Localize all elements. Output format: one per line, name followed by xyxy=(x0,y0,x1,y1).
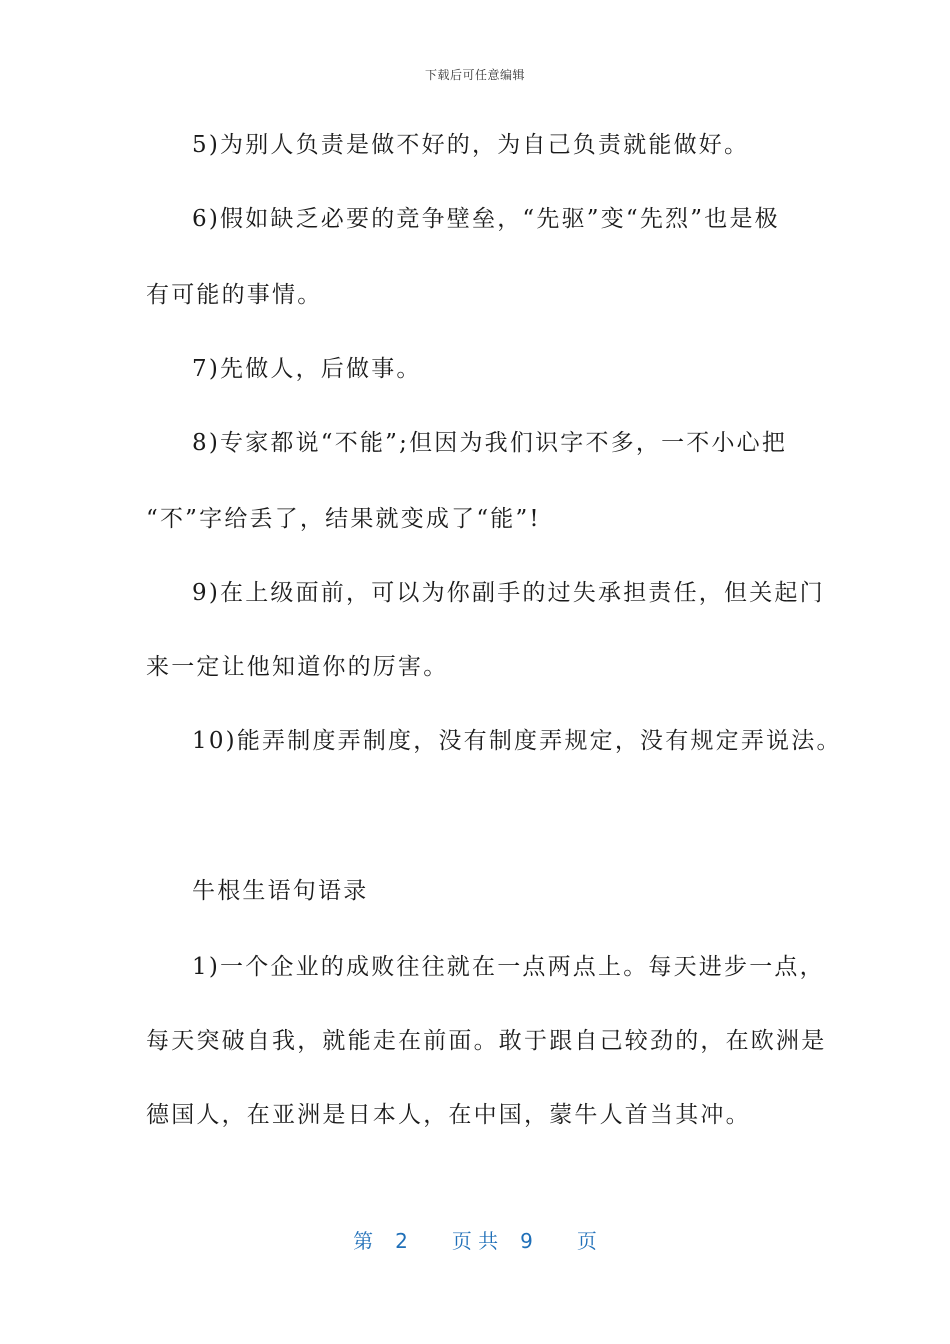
paragraph-line: 5)为别人负责是做不好的，为自己负责就能做好。 xyxy=(192,132,750,158)
paragraph-line: 德国人，在亚洲是日本人，在中国，蒙牛人首当其冲。 xyxy=(146,1102,751,1128)
footer-label-ye: 页 xyxy=(576,1229,597,1253)
paragraph-line: 8)专家都说“不能”;但因为我们识字不多，一不小心把 xyxy=(192,430,788,456)
paragraph-line: 9)在上级面前，可以为你副手的过失承担责任，但关起门 xyxy=(192,580,825,606)
paragraph-line: 1)一个企业的成败往往就在一点两点上。每天进步一点， xyxy=(192,954,825,980)
paragraph-line: “不”字给丢了，结果就变成了“能”! xyxy=(146,506,541,532)
page-header: 下载后可任意编辑 xyxy=(424,68,525,82)
paragraph-line: 来一定让他知道你的厉害。 xyxy=(146,654,449,680)
paragraph-line: 每天突破自我，就能走在前面。敢于跟自己较劲的，在欧洲是 xyxy=(146,1028,827,1054)
page-footer xyxy=(0,1225,950,1254)
paragraph-line: 10)能弄制度弄制度，没有制度弄规定，没有规定弄说法。 xyxy=(192,728,842,754)
paragraph-line: 6)假如缺乏必要的竞争壁垒，“先驱”变“先烈”也是极 xyxy=(192,206,780,232)
section-heading: 牛根生语句语录 xyxy=(192,878,369,904)
footer-label-ye-gong: 页 共 xyxy=(451,1229,499,1253)
footer-current-page: 2 xyxy=(395,1229,408,1253)
paragraph-line: 7)先做人，后做事。 xyxy=(192,356,422,382)
paragraph-line: 有可能的事情。 xyxy=(146,282,323,308)
footer-total-pages: 9 xyxy=(520,1229,533,1253)
footer-label-di: 第 xyxy=(353,1229,374,1253)
